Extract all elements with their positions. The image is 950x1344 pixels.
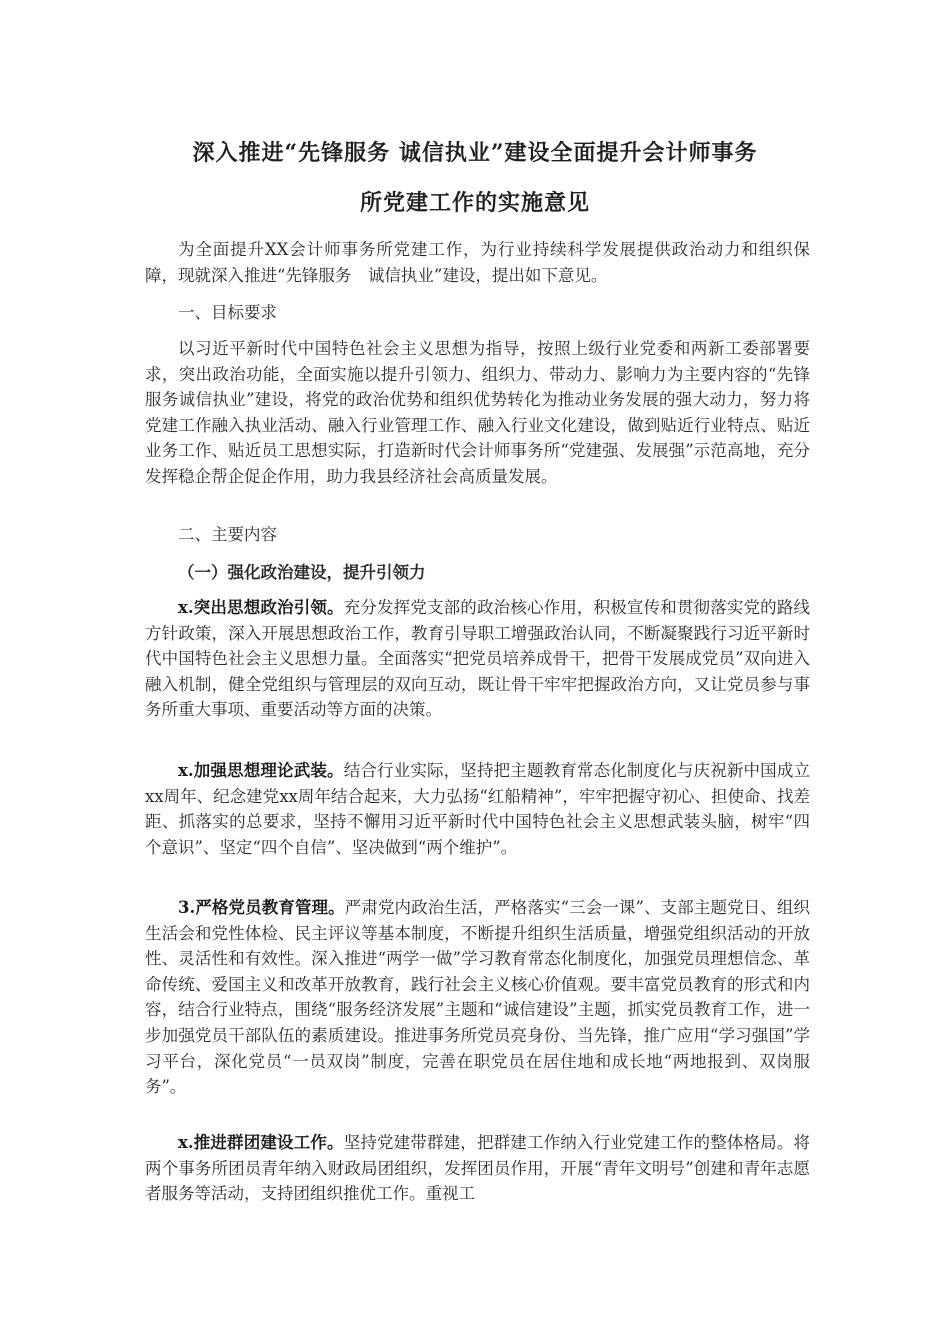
item-paragraph <box>145 895 810 1100</box>
section-1-heading: 一、目标要求 <box>178 303 277 322</box>
section-2-heading: 二、主要内容 <box>178 525 277 544</box>
subsection-1-heading: （一）强化政治建设，提升引领力 <box>178 563 426 582</box>
item-text: 坚持党建带群建，把群建工作纳入行业党建工作的整体格局。将两个事务所团员青年纳入财政局团组织，发挥团员作用，开展“青年文明号”创建和青年志愿者服务等活动，支持团组织推优工作。重视工 <box>145 1133 810 1204</box>
intro-paragraph: 为全面提升XX会计师事务所党建工作，为行业持续科学发展提供政治动力和组织保障，现就深入推进“先锋服务 诚信执业”建设，提出如下意见。 <box>145 240 810 285</box>
item-text: 严肃党内政治生活，严格落实“三会一课”、支部主题党日、组织生活会和党性体检、民主评议等基本制度，不断提升组织生活质量，增强党组织活动的开放性、灵活性和有效性。深入推进“两学一做”学习教育常态化制度化，加强党员理想信念、革命传统、爱国主义和改革开放教育，践行社会主义核心价值观。要丰富党员教育的形式和内容，结合行业特点，围绕“服务经济发展”主题和“诚信建设”主题，抓实党员教育工作，进一步加强党员干部队伍的素质建设。推进事务所党员亮身份、当先锋，推广应用“学习强国”学习平台，深化党员“一员双岗”制度，完善在职党员在居住地和成长地“两地报到、双岗服务”。 <box>145 898 810 1097</box>
section-1-paragraph: 以习近平新时代中国特色社会主义思想为指导，按照上级行业党委和两新工委部署要求，突出政治功能，全面实施以提升引领力、组织力、带动力、影响力为主要内容的“先锋服务诚信执业”建设，将党的政治优势和组织优势转化为推动业务发展的强大动力，努力将党建工作融入执业活动、融入行业管理工作、融入行业文化建设，做到贴近行业特点、贴近业务工作、贴近员工思想实际，打造新时代会计师事务所“党建强、发展强”示范高地，充分发挥稳企帮企促企作用，助力我县经济社会高质量发展。 <box>145 339 810 486</box>
item-lead: x.突出思想政治引领。 <box>178 598 344 617</box>
item-paragraph <box>145 758 810 860</box>
item-lead: 3.严格党员教育管理。 <box>178 898 345 917</box>
item-lead: x.加强思想理论武装。 <box>178 761 344 780</box>
item-paragraph <box>145 1130 810 1207</box>
item-text: 结合行业实际，坚持把主题教育常态化制度化与庆祝新中国成立xx周年、纪念建党xx周年结合起来，大力弘扬“红船精神”，牢牢把握守初心、担使命、找差距、抓落实的总要求，坚持不懈用习近平新时代中国特色社会主义思想武装头脑，树牢“四个意识”、坚定“四个自信”、坚决做到“两个维护”。 <box>145 761 810 857</box>
item-paragraph <box>145 595 810 723</box>
document-title-line-1: 深入推进“先锋服务 诚信执业”建设全面提升会计师事务 <box>192 140 758 166</box>
item-text: 充分发挥党支部的政治核心作用，积极宣传和贯彻落实党的路线方针政策，深入开展思想政治工作，教育引导职工增强政治认同，不断凝聚践行习近平新时代中国特色社会主义思想力量。全面落实“把党员培养成骨干，把骨干发展成党员”双向进入融入机制，健全党组织与管理层的双向互动，既让骨干牢牢把握政治方向，又让党员参与事务所重大事项、重要活动等方面的决策。 <box>145 598 810 720</box>
item-lead: x.推进群团建设工作。 <box>178 1133 344 1152</box>
document-title-line-2: 所党建工作的实施意见 <box>359 190 590 216</box>
